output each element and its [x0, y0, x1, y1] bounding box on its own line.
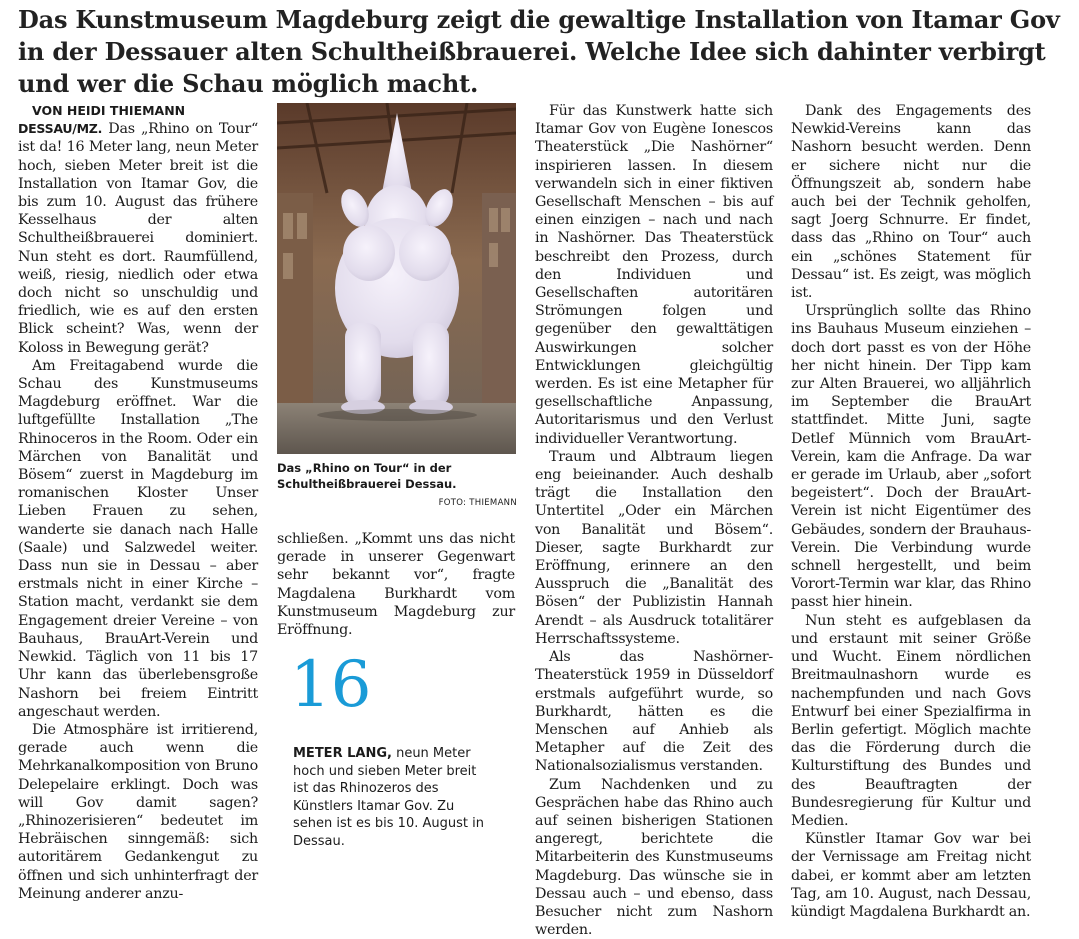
paragraph: Nun steht es aufgeblasen da und erstaunt mit seiner Größe und Wucht. Einem nördlichen Breitmaulnashorn wurde es nachempfunden und nach Govs Entwurf bei einer Spezialfirma in Berlin gefertigt. Möglich machte das die Förderung durch die Kulturstiftung des Bundes und des Beauftragten der Bundesregierung für Kultur und Medien.	[791, 612, 1031, 829]
paragraph: schließen. „Kommt uns das nicht gerade in unserer Gegenwart sehr bekannt vor“, fragte Magdalena Burkhardt vom Kunstmuseum Magdeburg zur Eröffnung.	[277, 531, 515, 639]
factbox-text: neun Meter hoch und sieben Meter breit ist das Rhinozeros des Künstlers Itamar Gov. Zu sehen ist es bis 10. August in Dessau.	[293, 746, 484, 849]
factbox	[293, 745, 493, 850]
dateline: DESSAU/MZ.	[18, 121, 103, 137]
paragraph: Zum Nachdenken und zu Gesprächen habe das Rhino auch auf seinen bisherigen Stationen angeregt, berichtete die Mitarbeiterin des Kunstmuseums Magdeburg. Das wünsche sie in Dessau auch – und ebenso, dass Besucher nicht zum Nashorn werden.	[535, 776, 773, 939]
caption-text: Das „Rhino on Tour“ in der Schultheißbrauerei Dessau.	[277, 461, 457, 491]
paragraph: Am Freitagabend wurde die Schau des Kunstmuseums Magdeburg eröffnet. War die luftgefüllte Installation „The Rhinoceros in the Room. Oder ein Märchen von Banalität und Bösem“ zuerst in Magdeburg im romanischen Kloster Unser Lieben Frauen zu sehen, wanderte sie danach nach Halle (Saale) und Salzwedel weiter. Dass nun sie in Dessau – aber erstmals nicht in einer Kirche – Station macht, verdankt sie dem Engagement dreier Vereine – von Bauhaus, BrauArt-Verein und Newkid. Täglich von 11 bis 17 Uhr kann das überlebensgroße Nashorn bei freiem Eintritt angeschaut werden.	[18, 357, 258, 720]
column-1	[18, 102, 258, 903]
factbox-label: METER LANG,	[293, 746, 392, 761]
rhino-photo	[277, 103, 516, 454]
factbox-number: 16	[290, 648, 372, 722]
column-2	[277, 530, 515, 639]
photo-credit: FOTO: THIEMANN	[438, 498, 517, 508]
byline: VON HEIDI THIEMANN	[32, 103, 186, 118]
paragraph: Künstler Itamar Gov war bei der Vernissage am Freitag nicht dabei, er kommt aber am letzten Tag, am 10. August, nach Dessau, kündigt Magdalena Burkhardt an.	[791, 831, 1031, 920]
article-lead: Das Kunstmuseum Magdeburg zeigt die gewaltige Installation von Itamar Gov in der Dessauer alten Schultheißbrauerei. Welche Idee sich dahinter verbirgt und wer die Schau möglich macht.	[18, 5, 1060, 98]
photo-caption	[277, 460, 517, 511]
paragraph: Dank des Engagements des Newkid-Vereins kann das Nashorn besucht werden. Denn er sichere nicht nur die Öffnungszeit ab, sondern habe auch bei der Technik geholfen, sagt Joerg Schnurre. Er findet, dass das „Rhino on Tour“ auch ein „schönes Statement für Dessau“ ist. Es zeigt, was möglich ist.	[791, 103, 1031, 302]
paragraph: Als das Nashörner-Theaterstück 1959 in Düsseldorf erstmals aufgeführt wurde, so Burkhardt, hätten es die Menschen auf Anhieb als Metapher auf die Zeit des Nationalsozialismus verstanden.	[535, 649, 773, 775]
paragraph: Traum und Albtraum liegen eng beieinander. Auch deshalb trägt die Installation den Untertitel „Oder ein Märchen von Banalität und Bösem“. Dieser, sagte Burkhardt zur Eröffnung, erinnere an den Ausspruch die „Banalität des Bösen“ der Publizistin Hannah Arendt – als Ausdruck totalitärer Herrschaftssysteme.	[535, 448, 773, 647]
paragraph: Für das Kunstwerk hatte sich Itamar Gov von Eugène Ionescos Theaterstück „Die Nashörner“ inspirieren lassen. In diesem verwandeln sich in einer fiktiven Gesellschaft Menschen – bis auf einen einzigen – nach und nach in Nashörner. Das Theaterstück beschreibt den Prozess, durch den Individuen und Gesellschaften autoritären Strömungen folgen und gegenüber den gewalttätigen Auswirkungen solcher Entwicklungen gleichgültig werden. Es ist eine Metapher für gesellschaftliche Anpassung, Autoritarismus und den Verlust individueller Verantwortung.	[535, 103, 773, 447]
paragraph: Ursprünglich sollte das Rhino ins Bauhaus Museum einziehen – doch dort passt es von der Höhe her nicht hinein. Der Tipp kam zur Alten Brauerei, wo alljährlich im September die BrauArt stattfindet. Mitte Juni, sagte Detlef Münnich vom BrauArt-Verein, kam die Anfrage. Da war er gerade im Urlaub, aber „sofort begeistert“. Doch der BrauArt-Verein ist nicht Eigentümer des Gebäudes, sondern der Brauhaus-Verein. Die Verbindung wurde schnell hergestellt, und beim Vorort-Termin war klar, das Rhino passt hier hinein.	[791, 303, 1031, 611]
column-4	[791, 102, 1031, 921]
paragraph: Die Atmosphäre ist irritierend, gerade auch wenn die Mehrkanalkomposition von Bruno Delepelaire erklingt. Doch was will Gov damit sagen? „Rhinozerisieren“ bedeutet im Hebräischen sinngemäß: sich autoritärem Gedankengut zu öffnen und sich unhinterfragt der Meinung anderer anzu-	[18, 721, 258, 902]
paragraph: DESSAU/MZ. Das „Rhino on Tour“ ist da! 16 Meter lang, neun Meter hoch, sieben Meter breit ist die Installation von Itamar Gov, die bis zum 10. August das frühere Kesselhaus der alten Schultheißbrauerei dominiert. Nun steht es dort. Raumfüllend, weiß, riesig, niedlich oder etwa doch nicht so unschuldig und friedlich, wie es auf den ersten Blick scheint? Was, wenn der Koloss in Bewegung gerät?	[18, 121, 258, 356]
column-3	[535, 102, 773, 939]
